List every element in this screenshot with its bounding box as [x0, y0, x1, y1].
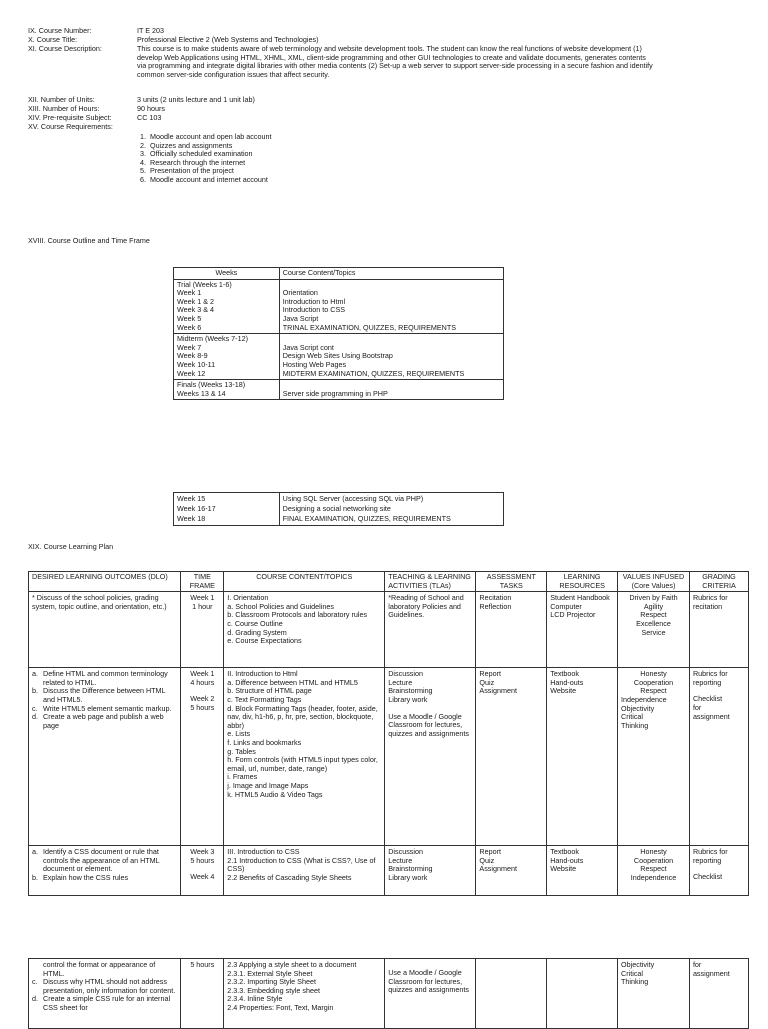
resources-cell	[547, 846, 618, 896]
tla-line: Brainstorming	[388, 686, 433, 696]
tla-cell	[385, 846, 476, 896]
table-header-row	[174, 268, 504, 280]
info-value: CC 103	[137, 113, 162, 122]
content-line: 2.3.2. Importing Style Sheet	[227, 977, 316, 987]
value-line: Excellence	[636, 618, 671, 628]
assessment-line: Recitation	[479, 593, 512, 603]
item-number: 1.	[140, 132, 146, 141]
topic-cell: Using SQL Server (accessing SQL via PHP)	[282, 494, 424, 503]
table-row	[29, 846, 749, 896]
value-line: Honesty	[640, 847, 667, 857]
item-text: Write HTML5 element semantic markup.	[43, 703, 172, 713]
table-row	[29, 959, 749, 1029]
tla-cell: *Reading of School and laboratory Policies and Guidelines.	[385, 592, 476, 668]
value-line: Cooperation	[633, 855, 674, 865]
content-line: 2.4 Properties: Font, Text, Margin	[227, 1002, 334, 1012]
resource-line: Textbook	[550, 847, 580, 857]
item-text: Quizzes and assignments	[150, 140, 233, 150]
assessment-line: Report	[479, 847, 501, 857]
week-cell: Week 7	[177, 342, 202, 352]
section-title: Trial (Weeks 1-6)	[177, 279, 232, 289]
content-line: I. Orientation	[227, 593, 269, 603]
topic-cell: Java Script	[282, 313, 319, 323]
content-cell	[224, 846, 385, 896]
tla-line: Lecture	[388, 855, 413, 865]
column-header: COURSE CONTENT/TOPICS	[224, 572, 385, 592]
week-cell: Weeks 13 & 14	[177, 388, 226, 398]
list-item	[32, 670, 177, 687]
content-cell	[224, 668, 385, 846]
column-header: ASSESSMENT TASKS	[476, 572, 547, 592]
content-line: 2.2 Benefits of Cascading Style Sheets	[227, 872, 352, 882]
list-item	[136, 176, 271, 185]
item-marker: c.	[32, 703, 38, 713]
section-topics	[279, 279, 503, 334]
content-line: c. Text Formatting Tags	[227, 694, 302, 704]
dlo-cell: * Discuss of the school policies, grading system, topic outline, and orientation, etc.)	[29, 592, 181, 668]
value-line: Agility	[643, 601, 664, 611]
topic-cell: Design Web Sites Using Bootstrap	[282, 351, 393, 361]
resources-cell	[547, 668, 618, 846]
week-cell: Week 12	[177, 368, 206, 378]
item-text: Explain how the CSS rules	[43, 872, 129, 882]
info-label: XIV. Pre-requisite Subject:	[28, 113, 112, 122]
content-line: b. Structure of HTML page	[227, 686, 312, 696]
content-line: 2.3.1. External Style Sheet	[227, 968, 313, 978]
dlo-cell	[29, 668, 181, 846]
resource-line: Hand-outs	[550, 855, 584, 865]
info-value: IT E 203	[137, 26, 165, 35]
item-number: 5.	[140, 166, 146, 176]
info-label: XI. Course Description:	[28, 44, 102, 53]
time-cell	[181, 592, 224, 668]
outline-table-continued	[173, 492, 504, 526]
table-row	[29, 668, 749, 846]
grading-cell: Rubrics for recitation	[689, 592, 748, 668]
grading-line: for	[692, 702, 702, 712]
table-row	[174, 493, 504, 526]
resource-line: LCD Projector	[550, 610, 596, 620]
table-header-row	[29, 572, 749, 592]
resources-cell	[547, 592, 618, 668]
grading-cell	[689, 959, 748, 1029]
item-text: Discuss the Difference between HTML and HTML5.	[43, 686, 166, 704]
topic-cell: Introduction to CSS	[282, 305, 346, 315]
dlo-cell	[29, 959, 181, 1029]
resource-line: Textbook	[550, 669, 580, 679]
resource-line: Website	[550, 864, 577, 874]
item-marker: b.	[32, 872, 38, 882]
values-cell	[618, 668, 690, 846]
item-text: Create a web page and publish a web page	[43, 712, 164, 730]
week-cell: Week 18	[177, 514, 206, 523]
content-line: b. Classroom Protocols and laboratory rules	[227, 610, 368, 620]
time-line: 4 hours	[190, 677, 215, 687]
outline-section	[174, 380, 504, 400]
assessment-line: Quiz	[479, 677, 495, 687]
content-line: d. Grading System	[227, 627, 287, 637]
week-cell: Week 10-11	[177, 359, 216, 369]
item-marker: b.	[32, 686, 38, 696]
item-text: Presentation of the project	[150, 166, 234, 176]
outline-section	[174, 279, 504, 334]
item-marker: a.	[32, 847, 38, 857]
content-line: i. Frames	[227, 772, 258, 782]
item-marker: a.	[32, 669, 38, 679]
item-text: Identify a CSS document or rule that controls the appearance of an HTML document or element.	[43, 847, 160, 874]
dlo-list	[32, 978, 177, 1012]
time-line: Week 2	[190, 694, 215, 704]
week-cell: Week 15	[177, 494, 206, 503]
week-cell: Week 3 & 4	[177, 305, 215, 315]
time-line: 5 hours	[190, 855, 215, 865]
course-info	[0, 0, 768, 200]
tla-line: Discussion	[388, 847, 423, 857]
content-line: e. Course Expectations	[227, 636, 302, 646]
column-header: VALUES INFUSED (Core Values)	[618, 572, 690, 592]
item-text: Define HTML and common terminology related to HTML.	[43, 669, 168, 687]
column-header: Weeks	[174, 268, 280, 280]
info-value: 3 units (2 units lecture and 1 unit lab)	[137, 95, 255, 104]
item-number: 2.	[140, 140, 146, 150]
item-text: Discuss why HTML should not address presentation, only information for content.	[43, 977, 176, 995]
list-item	[32, 874, 177, 883]
grading-line: Checklist	[692, 872, 723, 882]
week-cell: Week 6	[177, 322, 202, 332]
content-line: e. Lists	[227, 729, 251, 739]
tla-cell	[385, 959, 476, 1029]
value-line: Thinking	[621, 977, 649, 987]
topic-cell: Java Script cont	[282, 342, 334, 352]
column-header: Course Content/Topics	[279, 268, 503, 280]
value-line: Thinking	[621, 720, 649, 730]
value-line: Respect	[640, 610, 667, 620]
content-line: j. Image and Image Maps	[227, 780, 309, 790]
value-line: Independence	[630, 872, 677, 882]
info-value: Professional Elective 2 (Web Systems and Technologies)	[137, 35, 319, 44]
assessment-cell	[476, 592, 547, 668]
grading-line: Checklist	[692, 694, 723, 704]
tla-line: Discussion	[388, 669, 423, 679]
item-text: Moodle account and open lab account	[150, 132, 272, 141]
dlo-cell	[29, 846, 181, 896]
assessment-line: Assignment	[479, 864, 517, 874]
assessment-cell	[476, 959, 547, 1029]
value-line: Independence	[621, 694, 667, 704]
resource-line: Website	[550, 686, 577, 696]
item-text: Moodle account and internet account	[150, 174, 268, 184]
requirements-list	[136, 133, 271, 185]
resource-line: Computer	[550, 601, 582, 611]
value-line: Critical	[621, 968, 644, 978]
assessment-line: Report	[479, 669, 501, 679]
topic-cell: TRINAL EXAMINATION, QUIZZES, REQUIREMENTS	[282, 322, 457, 332]
value-line: Objectivity	[621, 703, 655, 713]
list-item	[32, 995, 177, 1012]
item-marker: c.	[32, 977, 38, 987]
time-cell	[181, 846, 224, 896]
column-header: TEACHING & LEARNING ACTIVITIES (TLAs)	[385, 572, 476, 592]
week-cell: Week 1	[177, 288, 202, 298]
outline-section	[174, 334, 504, 380]
time-line: Week 3	[190, 847, 215, 857]
value-line: Driven by Faith	[629, 593, 678, 603]
assessment-line: Quiz	[479, 855, 495, 865]
assessment-line: Reflection	[479, 601, 512, 611]
item-text: Create a simple CSS rule for an internal CSS sheet for	[43, 994, 171, 1012]
week-cell-group	[174, 493, 280, 526]
assessment-line: Assignment	[479, 686, 517, 696]
list-item	[32, 713, 177, 730]
item-marker: d.	[32, 994, 38, 1004]
topic-cell: Orientation	[282, 288, 318, 298]
content-line: a. School Policies and Guidelines	[227, 601, 334, 611]
topic-cell: Designing a social networking site	[282, 504, 391, 513]
section-weeks	[174, 279, 280, 334]
content-cell	[224, 959, 385, 1029]
week-cell: Week 8-9	[177, 351, 208, 361]
week-cell: Week 5	[177, 313, 202, 323]
time-cell	[181, 668, 224, 846]
tla-line: Library work	[388, 872, 428, 882]
tla-cell	[385, 668, 476, 846]
grading-line: assignment	[692, 968, 730, 978]
plan-heading: XIX. Course Learning Plan	[28, 542, 114, 551]
value-line: Critical	[621, 712, 644, 722]
time-line: Week 1	[190, 669, 215, 679]
content-line: II. Introduction to Html	[227, 669, 298, 679]
value-line: Respect	[640, 686, 667, 696]
info-label: IX. Course Number:	[28, 26, 92, 35]
content-line: 2.3.4. Inline Style	[227, 994, 283, 1004]
value-line: Objectivity	[621, 960, 655, 969]
section-topics	[279, 380, 503, 400]
assessment-cell	[476, 846, 547, 896]
values-cell	[618, 959, 690, 1029]
info-label: X. Course Title:	[28, 35, 78, 44]
learning-plan-table	[28, 571, 749, 896]
value-line: Service	[641, 627, 666, 637]
tla-line: Use a Moodle / Google Classroom for lectures, quizzes and assignments	[388, 711, 469, 738]
content-line: c. Course Outline	[227, 618, 283, 628]
section-weeks	[174, 334, 280, 380]
content-line: 2.3 Applying a style sheet to a document	[227, 960, 357, 969]
value-line: Respect	[640, 864, 667, 874]
outline-heading: XVIII. Course Outline and Time Frame	[28, 236, 150, 245]
item-text: Officially scheduled examination	[150, 149, 253, 159]
content-line: k. HTML5 Audio & Video Tags	[227, 789, 323, 799]
grading-line: assignment	[692, 711, 730, 721]
item-number: 4.	[140, 157, 146, 167]
resources-cell	[547, 959, 618, 1029]
list-item	[32, 848, 177, 874]
list-item	[32, 978, 177, 995]
table-row	[29, 592, 749, 668]
section-weeks	[174, 380, 280, 400]
topic-cell: Introduction to Html	[282, 296, 346, 306]
info-label: XIII. Number of Hours:	[28, 104, 100, 113]
learning-plan-table-continued	[28, 958, 749, 1029]
value-line: Cooperation	[633, 677, 674, 687]
content-line: III. Introduction to CSS	[227, 847, 300, 857]
tla-line: Lecture	[388, 677, 413, 687]
content-line: 2.3.3. Embedding style sheet	[227, 985, 320, 995]
resource-line: Hand-outs	[550, 677, 584, 687]
grading-line: for	[692, 960, 702, 969]
content-line: g. Tables	[227, 746, 256, 756]
item-marker: d.	[32, 712, 38, 722]
assessment-cell	[476, 668, 547, 846]
dlo-list	[32, 670, 177, 730]
tla-line: Brainstorming	[388, 864, 433, 874]
section-topics	[279, 334, 503, 380]
resource-line: Student Handbook	[550, 593, 610, 603]
grading-cell	[689, 846, 748, 896]
time-line: Week 4	[190, 872, 215, 882]
tla-line: Use a Moodle / Google Classroom for lectures, quizzes and assignments	[388, 968, 469, 995]
column-header: GRADING CRITERIA	[689, 572, 748, 592]
info-value: 90 hours	[137, 104, 165, 113]
content-line: d. Block Formatting Tags (header, footer, aside, nav, div, h1-h6, p, hr, pre, section, blockquote, abbr)	[227, 703, 378, 730]
week-cell: Week 1 & 2	[177, 296, 215, 306]
tla-line: Library work	[388, 694, 428, 704]
value-line: Honesty	[640, 669, 667, 679]
content-line: 2.1 Introduction to CSS (What is CSS?, Use of CSS)	[227, 855, 376, 874]
item-text: Research through the internet	[150, 157, 246, 167]
info-label: XV. Course Requirements:	[28, 122, 113, 131]
info-label: XII. Number of Units:	[28, 95, 95, 104]
item-number: 6.	[140, 174, 146, 184]
column-header: TIME FRAME	[181, 572, 224, 592]
list-item	[32, 687, 177, 704]
topic-cell: FINAL EXAMINATION, QUIZZES, REQUIREMENTS	[282, 514, 451, 523]
content-line: h. Form controls (with HTML5 input types color, email, url, number, date, range)	[227, 755, 378, 773]
time-cell	[181, 959, 224, 1029]
dlo-continued: control the format or appearance of HTML.	[43, 960, 156, 978]
topic-cell: Server side programming in PHP	[282, 388, 388, 398]
outline-table	[173, 267, 504, 400]
topic-cell: MIDTERM EXAMINATION, QUIZZES, REQUIREMENTS	[282, 368, 465, 378]
time-line: 5 hours	[190, 960, 215, 969]
grading-line: Rubrics for reporting	[692, 847, 728, 865]
section-title: Midterm (Weeks 7-12)	[177, 334, 248, 344]
grading-line: Rubrics for reporting	[692, 669, 728, 687]
time-line: 5 hours	[190, 702, 215, 712]
content-line: f. Links and bookmarks	[227, 737, 302, 747]
topic-cell: Hosting Web Pages	[282, 359, 347, 369]
time-line: Week 1	[190, 593, 215, 603]
time-line: 1 hour	[192, 601, 213, 611]
dlo-list	[32, 848, 177, 882]
info-value: This course is to make students aware of web terminology and website development tools. The student can know the real functions of website development (1) develop Web Applications using HTML, XHML, XML, client-side programming and other GUI technologies to create and validate documents, generates contents via programming and integrate digital libraries with other media contents (2) Set-up a web server to support server-side processing in a secure fashion and identify common server-side configuration issues that affect security.	[137, 44, 653, 80]
values-cell	[618, 846, 690, 896]
topic-cell-group	[279, 493, 503, 526]
section-title: Finals (Weeks 13-18)	[177, 380, 246, 390]
column-header: LEARNING RESOURCES	[547, 572, 618, 592]
content-cell	[224, 592, 385, 668]
values-cell	[618, 592, 690, 668]
week-cell: Week 16-17	[177, 504, 216, 513]
content-line: a. Difference between HTML and HTML5	[227, 677, 358, 687]
grading-cell	[689, 668, 748, 846]
column-header: DESIRED LEARNING OUTCOMES (DLO)	[29, 572, 181, 592]
item-number: 3.	[140, 149, 146, 159]
